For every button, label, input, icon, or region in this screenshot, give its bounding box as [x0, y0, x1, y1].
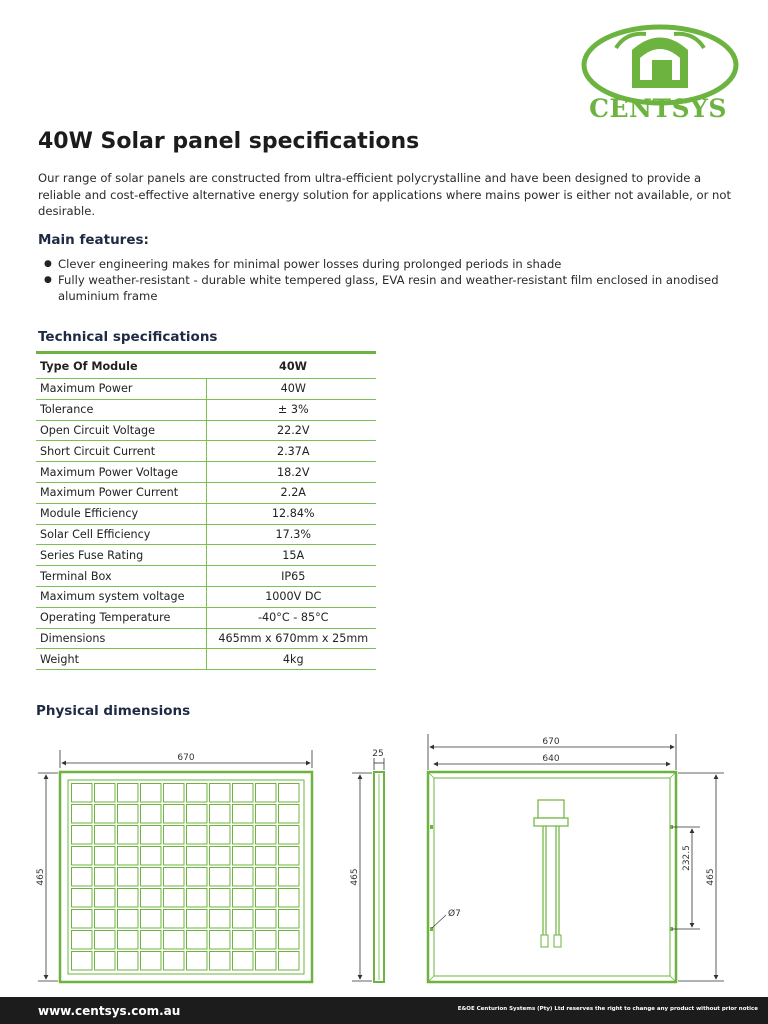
solar-cell	[279, 952, 300, 971]
physical-dimensions-diagram	[0, 730, 768, 994]
solar-cell	[256, 931, 277, 950]
spec-value: 2.2A	[206, 482, 376, 503]
solar-cell	[118, 784, 139, 803]
solar-cell	[233, 931, 254, 950]
solar-cell	[256, 868, 277, 887]
front-width-label: 670	[177, 753, 195, 763]
spec-header-label: Type Of Module	[36, 353, 206, 379]
solar-cell	[72, 784, 93, 803]
spec-label: Maximum system voltage	[36, 586, 206, 607]
solar-cell	[141, 868, 162, 887]
side-view	[350, 749, 384, 982]
physical-dimensions-heading: Physical dimensions	[36, 703, 191, 719]
solar-cell	[118, 847, 139, 866]
solar-cell	[95, 889, 116, 908]
solar-cell	[279, 805, 300, 824]
main-features-heading: Main features:	[38, 232, 149, 248]
spec-value: 22.2V	[206, 420, 376, 441]
solar-cell	[210, 931, 231, 950]
solar-cell	[95, 784, 116, 803]
feature-item: ● Clever engineering makes for minimal power losses during prolonged periods in shade	[44, 256, 744, 272]
solar-cell	[233, 952, 254, 971]
back-height-label: 465	[706, 868, 716, 886]
footer	[0, 997, 768, 1024]
spec-label: Maximum Power Voltage	[36, 462, 206, 483]
intro-paragraph: Our range of solar panels are constructed from ultra-efficient polycrystalline and have been designed to provide a reliable and cost-effective alternative energy solution for applications where mains power is either not available, or not desirable.	[38, 171, 732, 218]
solar-cell	[118, 910, 139, 929]
solar-cell	[210, 826, 231, 845]
spec-value: 15A	[206, 545, 376, 566]
solar-cell	[210, 868, 231, 887]
solar-cell	[164, 868, 185, 887]
spec-value: 12.84%	[206, 503, 376, 524]
technical-specifications-heading: Technical specifications	[38, 329, 218, 345]
solar-cell	[256, 826, 277, 845]
solar-cell	[72, 805, 93, 824]
solar-cell	[141, 931, 162, 950]
solar-cell	[118, 889, 139, 908]
solar-cell	[164, 847, 185, 866]
solar-cell	[164, 889, 185, 908]
solar-cell	[118, 952, 139, 971]
back-width-inner-label: 640	[542, 754, 560, 764]
spec-row	[36, 503, 376, 524]
solar-cell	[233, 784, 254, 803]
solar-cell	[164, 784, 185, 803]
spec-label: Weight	[36, 649, 206, 670]
spec-value: -40°C - 85°C	[206, 607, 376, 628]
solar-cell	[210, 889, 231, 908]
spec-label: Module Efficiency	[36, 503, 206, 524]
logo-wordmark: CENTSYS	[589, 94, 727, 123]
spec-value: IP65	[206, 566, 376, 587]
solar-cell	[210, 910, 231, 929]
solar-cell	[164, 910, 185, 929]
solar-cell	[256, 952, 277, 971]
solar-cell	[279, 826, 300, 845]
spec-row	[36, 524, 376, 545]
spec-label: Series Fuse Rating	[36, 545, 206, 566]
solar-cell	[118, 826, 139, 845]
solar-cell	[256, 847, 277, 866]
solar-cell	[233, 868, 254, 887]
solar-cell	[256, 910, 277, 929]
spec-row	[36, 420, 376, 441]
solar-cell	[72, 847, 93, 866]
solar-cell	[187, 784, 208, 803]
spec-label: Terminal Box	[36, 566, 206, 587]
spec-label: Maximum Power	[36, 379, 206, 400]
disclaimer-note: E&OE Centurion Systems (Pty) Ltd reserves the right to change any product without prior notice	[457, 1006, 758, 1012]
solar-cell	[210, 784, 231, 803]
solar-cell	[279, 784, 300, 803]
solar-cell	[141, 910, 162, 929]
solar-cell	[141, 805, 162, 824]
spec-row	[36, 566, 376, 587]
solar-cell	[233, 910, 254, 929]
front-view	[36, 750, 312, 982]
solar-cell	[233, 847, 254, 866]
side-height-label: 465	[350, 868, 360, 886]
spec-row	[36, 441, 376, 462]
solar-cell	[187, 952, 208, 971]
website-link[interactable]: www.centsys.com.au	[38, 1004, 181, 1018]
solar-cell	[118, 868, 139, 887]
solar-cell	[187, 910, 208, 929]
side-depth-label: 25	[372, 749, 384, 759]
spec-header-value: 40W	[206, 353, 376, 379]
spec-row	[36, 545, 376, 566]
spec-label: Tolerance	[36, 399, 206, 420]
solar-cell	[141, 952, 162, 971]
solar-cell	[118, 805, 139, 824]
solar-cell	[187, 931, 208, 950]
spec-row	[36, 462, 376, 483]
solar-cell	[72, 952, 93, 971]
back-width-outer-label: 670	[542, 737, 560, 747]
solar-cell	[95, 868, 116, 887]
spec-value: 1000V DC	[206, 586, 376, 607]
solar-cell	[72, 868, 93, 887]
solar-cell	[95, 931, 116, 950]
spec-value: 4kg	[206, 649, 376, 670]
solar-cell	[164, 952, 185, 971]
solar-cell	[95, 910, 116, 929]
solar-cell	[187, 847, 208, 866]
back-view	[428, 734, 724, 982]
front-height-label: 465	[36, 868, 46, 886]
solar-cell	[210, 847, 231, 866]
spec-value: ± 3%	[206, 399, 376, 420]
solar-cell	[141, 847, 162, 866]
solar-cell	[256, 889, 277, 908]
solar-cell	[164, 826, 185, 845]
solar-cell	[72, 931, 93, 950]
feature-item: ● Fully weather-resistant - durable white tempered glass, EVA resin and weather-resistant film enclosed in anodised aluminium frame	[44, 272, 744, 304]
solar-cell	[95, 826, 116, 845]
solar-cell	[141, 889, 162, 908]
solar-cell	[187, 868, 208, 887]
spec-row	[36, 628, 376, 649]
spec-row	[36, 399, 376, 420]
spec-label: Operating Temperature	[36, 607, 206, 628]
page-title: 40W Solar panel specifications	[38, 129, 420, 154]
solar-cell	[141, 784, 162, 803]
solar-cell	[233, 889, 254, 908]
solar-cell	[256, 784, 277, 803]
spec-row	[36, 586, 376, 607]
spec-value: 17.3%	[206, 524, 376, 545]
solar-cell	[187, 826, 208, 845]
solar-cell	[118, 931, 139, 950]
solar-cell	[210, 805, 231, 824]
solar-cell	[210, 952, 231, 971]
solar-cell	[95, 952, 116, 971]
solar-cell	[187, 805, 208, 824]
solar-cell	[279, 931, 300, 950]
hole-diameter-label: Ø7	[448, 909, 461, 919]
spec-row	[36, 649, 376, 670]
spec-table	[36, 351, 376, 670]
solar-cell	[256, 805, 277, 824]
solar-cell	[72, 826, 93, 845]
spec-label: Short Circuit Current	[36, 441, 206, 462]
solar-cell	[233, 826, 254, 845]
spec-header-row	[36, 353, 376, 379]
solar-cell	[95, 805, 116, 824]
solar-cell	[72, 910, 93, 929]
spec-label: Open Circuit Voltage	[36, 420, 206, 441]
solar-cell	[279, 910, 300, 929]
spec-row	[36, 482, 376, 503]
spec-label: Dimensions	[36, 628, 206, 649]
solar-cell	[279, 847, 300, 866]
solar-cell	[164, 931, 185, 950]
solar-cell	[279, 889, 300, 908]
solar-cell	[233, 805, 254, 824]
back-half-height-label: 232.5	[682, 845, 692, 871]
solar-cell	[72, 889, 93, 908]
spec-label: Maximum Power Current	[36, 482, 206, 503]
features-list	[44, 256, 744, 304]
spec-value: 18.2V	[206, 462, 376, 483]
solar-cell	[141, 826, 162, 845]
solar-cell	[279, 868, 300, 887]
spec-value: 40W	[206, 379, 376, 400]
spec-value: 2.37A	[206, 441, 376, 462]
solar-cell	[187, 889, 208, 908]
spec-label: Solar Cell Efficiency	[36, 524, 206, 545]
solar-cell	[164, 805, 185, 824]
spec-row	[36, 379, 376, 400]
solar-cell	[95, 847, 116, 866]
spec-row	[36, 607, 376, 628]
spec-value: 465mm x 670mm x 25mm	[206, 628, 376, 649]
